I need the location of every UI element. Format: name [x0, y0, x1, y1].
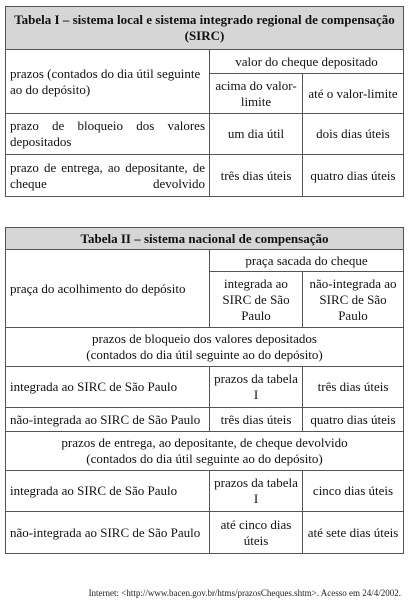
row-label: prazo de entrega, ao depositante, de cheque devolvido [6, 155, 210, 197]
row-label: não-integrada ao SIRC de São Paulo [6, 512, 210, 554]
table-row [6, 408, 404, 432]
tabela-1-title: Tabela I – sistema local e sistema integrado regional de compensação (SIRC) [6, 7, 404, 50]
row-label: integrada ao SIRC de São Paulo [6, 367, 210, 408]
cell-value: dois dias úteis [303, 114, 404, 155]
source-citation: Internet: <http://www.bacen.gov.br/htms/prazosCheques.shtm>. Acesso em 24/4/2002. [88, 588, 401, 598]
row-label: não-integrada ao SIRC de São Paulo [6, 408, 210, 432]
cell-value: prazos da tabela I [210, 471, 303, 512]
section-title: prazos de entrega, ao depositante, de cheque devolvido [61, 435, 348, 450]
tabela-2-col-integrada: integrada ao SIRC de São Paulo [210, 272, 303, 328]
cell-value: quatro dias úteis [303, 408, 404, 432]
tabela-2-row-header: praça do acolhimento do depósito [6, 250, 210, 328]
section-title: prazos de bloqueio dos valores depositados [92, 331, 317, 346]
table-row [6, 512, 404, 554]
section-entrega-header [6, 432, 404, 471]
row-label: prazo de bloqueio dos valores depositados [6, 114, 210, 155]
cell-value: quatro dias úteis [303, 155, 404, 197]
section-subtitle: (contados do dia útil seguinte ao do depósito) [86, 451, 323, 466]
cell-value: prazos da tabela I [210, 367, 303, 408]
tabela-1-row-header: prazos (contados do dia útil seguinte ao do depósito) [6, 50, 210, 114]
cell-value: três dias úteis [210, 155, 303, 197]
cell-value: três dias úteis [303, 367, 404, 408]
cell-value: cinco dias úteis [303, 471, 404, 512]
tabela-2-title: Tabela II – sistema nacional de compensação [6, 228, 404, 250]
tabela-1 [5, 6, 404, 197]
cell-value: até cinco dias úteis [210, 512, 303, 554]
tabela-1-col-acima: acima do valor-limite [210, 74, 303, 114]
row-label: integrada ao SIRC de São Paulo [6, 471, 210, 512]
tabela-1-col-ate: até o valor-limite [303, 74, 404, 114]
table-row [6, 155, 404, 197]
cell-value: três dias úteis [210, 408, 303, 432]
cell-value: até sete dias úteis [303, 512, 404, 554]
table-row [6, 114, 404, 155]
cell-value: um dia útil [210, 114, 303, 155]
table-row [6, 367, 404, 408]
tabela-2 [5, 227, 404, 554]
table-row [6, 471, 404, 512]
tabela-1-group-header: valor do cheque depositado [210, 50, 404, 74]
section-subtitle: (contados do dia útil seguinte ao do depósito) [86, 347, 323, 362]
tabela-2-group-header: praça sacada do cheque [210, 250, 404, 272]
section-bloqueio-header [6, 328, 404, 367]
tabela-2-col-nao-integrada: não-integrada ao SIRC de São Paulo [303, 272, 404, 328]
